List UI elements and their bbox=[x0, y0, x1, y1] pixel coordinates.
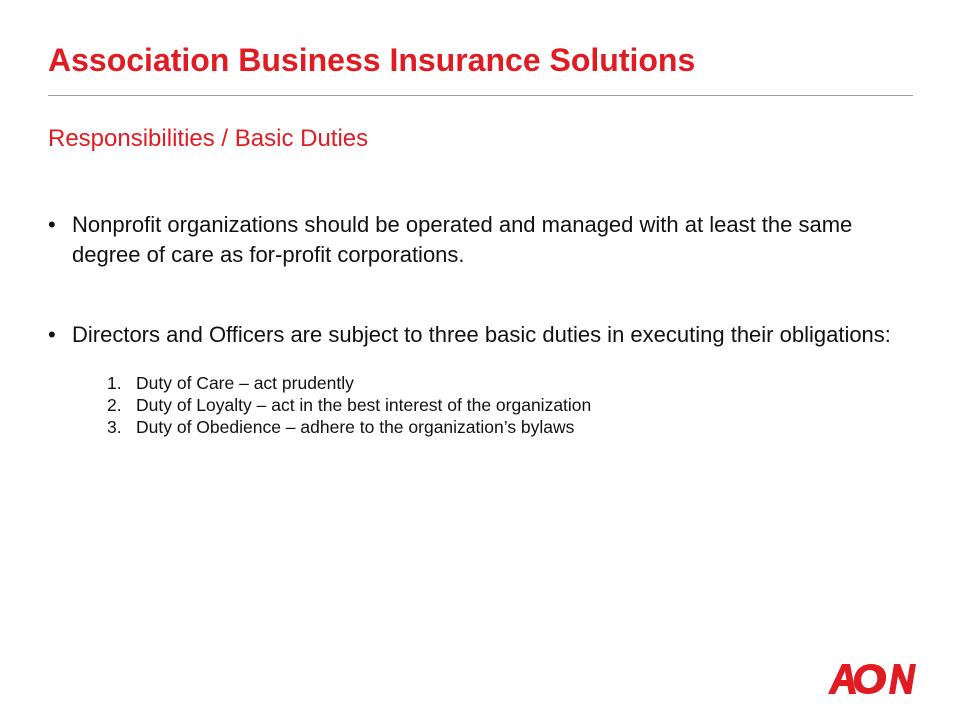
bullet-dot-icon: • bbox=[48, 212, 56, 237]
duty-text: Duty of Loyalty – act in the best interest of the organization bbox=[136, 395, 592, 415]
slide-title: Association Business Insurance Solutions bbox=[48, 42, 696, 78]
bullet-dot-icon: • bbox=[48, 322, 56, 347]
duty-item bbox=[72, 394, 908, 416]
bullet-item bbox=[48, 210, 908, 270]
duty-item bbox=[72, 416, 908, 438]
title-divider bbox=[48, 95, 913, 96]
duty-number: 1. bbox=[107, 373, 122, 393]
bullet-item bbox=[48, 320, 908, 438]
bullet-list bbox=[48, 210, 908, 438]
duties-list bbox=[72, 372, 908, 438]
bullet-text: Directors and Officers are subject to three basic duties in executing their obligations: bbox=[72, 322, 891, 347]
duty-text: Duty of Obedience – adhere to the organization’s bylaws bbox=[136, 417, 575, 437]
bullet-text: Nonprofit organizations should be operated and managed with at least the same degree of care as for-profit corporations. bbox=[72, 212, 853, 267]
slide-subtitle: Responsibilities / Basic Duties bbox=[48, 125, 369, 152]
duty-number: 3. bbox=[107, 417, 122, 437]
aon-logo-icon bbox=[826, 660, 916, 698]
duty-number: 2. bbox=[107, 395, 122, 415]
duty-text: Duty of Care – act prudently bbox=[136, 373, 354, 393]
duty-item bbox=[72, 372, 908, 394]
